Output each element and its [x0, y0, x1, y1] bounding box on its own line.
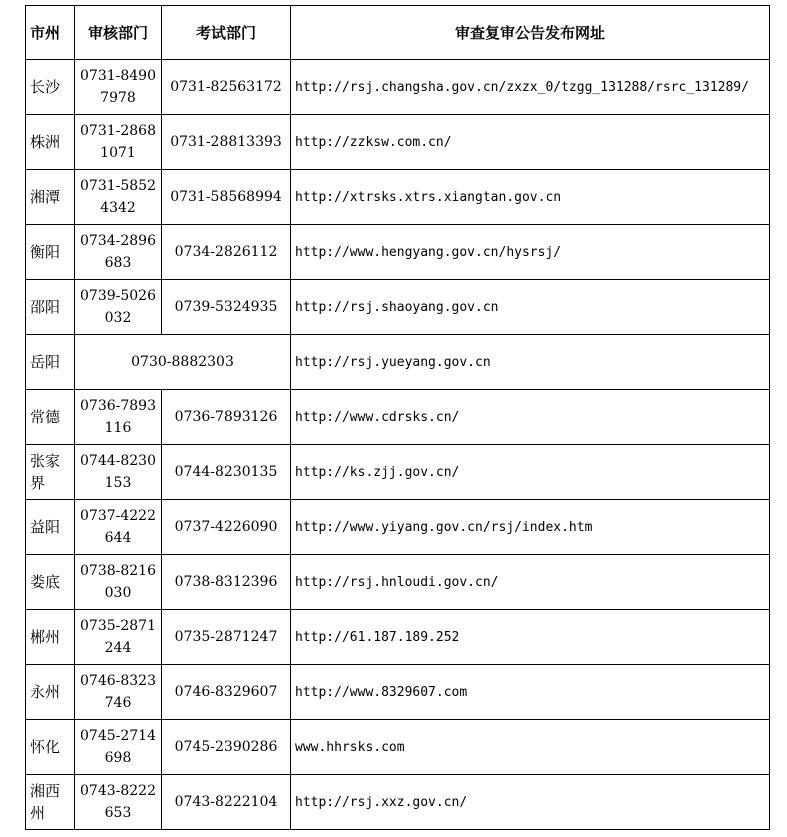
table-row — [26, 775, 770, 830]
review-phone-cell: 0731-58524342 — [75, 170, 162, 225]
table-row — [26, 170, 770, 225]
header-city: 市州 — [26, 6, 75, 60]
table-body — [26, 60, 770, 830]
review-phone-cell: 0734-2896683 — [75, 225, 162, 280]
exam-phone-cell: 0739-5324935 — [162, 280, 291, 335]
table-row — [26, 280, 770, 335]
url-cell[interactable]: http://rsj.changsha.gov.cn/zxzx_0/tzgg_131288/rsrc_131289/ — [291, 60, 770, 115]
city-cell: 常德 — [26, 390, 75, 445]
city-cell: 娄底 — [26, 555, 75, 610]
merged-phone-cell: 0730-8882303 — [75, 335, 291, 390]
city-cell: 株洲 — [26, 115, 75, 170]
exam-phone-cell: 0731-28813393 — [162, 115, 291, 170]
review-phone-cell: 0743-8222653 — [75, 775, 162, 830]
table-row — [26, 720, 770, 775]
url-cell[interactable]: http://rsj.shaoyang.gov.cn — [291, 280, 770, 335]
review-phone-cell: 0745-2714698 — [75, 720, 162, 775]
url-cell[interactable]: http://rsj.yueyang.gov.cn — [291, 335, 770, 390]
header-review-dept: 审核部门 — [75, 6, 162, 60]
table-row — [26, 335, 770, 390]
review-phone-cell: 0736-7893116 — [75, 390, 162, 445]
city-cell: 岳阳 — [26, 335, 75, 390]
exam-phone-cell: 0738-8312396 — [162, 555, 291, 610]
table-row — [26, 665, 770, 720]
review-phone-cell: 0744-8230153 — [75, 445, 162, 500]
review-phone-cell: 0731-84907978 — [75, 60, 162, 115]
url-cell[interactable]: http://xtrsks.xtrs.xiangtan.gov.cn — [291, 170, 770, 225]
exam-phone-cell: 0743-8222104 — [162, 775, 291, 830]
review-phone-cell: 0737-4222644 — [75, 500, 162, 555]
city-cell: 益阳 — [26, 500, 75, 555]
city-cell: 永州 — [26, 665, 75, 720]
table-header-row — [26, 6, 770, 60]
city-cell: 郴州 — [26, 610, 75, 665]
url-cell[interactable]: http://www.8329607.com — [291, 665, 770, 720]
url-cell[interactable]: http://www.yiyang.gov.cn/rsj/index.htm — [291, 500, 770, 555]
review-phone-cell: 0731-28681071 — [75, 115, 162, 170]
exam-phone-cell: 0745-2390286 — [162, 720, 291, 775]
table-row — [26, 500, 770, 555]
url-cell[interactable]: http://www.cdrsks.cn/ — [291, 390, 770, 445]
table-row — [26, 115, 770, 170]
table-row — [26, 555, 770, 610]
url-cell[interactable]: www.hhrsks.com — [291, 720, 770, 775]
exam-phone-cell: 0734-2826112 — [162, 225, 291, 280]
exam-phone-cell: 0731-58568994 — [162, 170, 291, 225]
url-cell[interactable]: http://zzksw.com.cn/ — [291, 115, 770, 170]
header-exam-dept: 考试部门 — [162, 6, 291, 60]
table-row — [26, 60, 770, 115]
review-phone-cell: 0735-2871244 — [75, 610, 162, 665]
table-row — [26, 445, 770, 500]
url-cell[interactable]: http://rsj.xxz.gov.cn/ — [291, 775, 770, 830]
review-phone-cell: 0746-8323746 — [75, 665, 162, 720]
city-cell: 湘潭 — [26, 170, 75, 225]
review-phone-cell: 0738-8216030 — [75, 555, 162, 610]
table-row — [26, 225, 770, 280]
exam-phone-cell: 0746-8329607 — [162, 665, 291, 720]
header-url: 审查复审公告发布网址 — [291, 6, 770, 60]
city-cell: 怀化 — [26, 720, 75, 775]
city-cell: 湘西州 — [26, 775, 75, 830]
url-cell[interactable]: http://61.187.189.252 — [291, 610, 770, 665]
url-cell[interactable]: http://www.hengyang.gov.cn/hysrsj/ — [291, 225, 770, 280]
url-cell[interactable]: http://ks.zjj.gov.cn/ — [291, 445, 770, 500]
contact-table — [25, 5, 770, 830]
table-row — [26, 610, 770, 665]
exam-phone-cell: 0735-2871247 — [162, 610, 291, 665]
exam-phone-cell: 0744-8230135 — [162, 445, 291, 500]
url-cell[interactable]: http://rsj.hnloudi.gov.cn/ — [291, 555, 770, 610]
city-cell: 长沙 — [26, 60, 75, 115]
table-row — [26, 390, 770, 445]
exam-phone-cell: 0737-4226090 — [162, 500, 291, 555]
exam-phone-cell: 0736-7893126 — [162, 390, 291, 445]
city-cell: 张家界 — [26, 445, 75, 500]
review-phone-cell: 0739-5026032 — [75, 280, 162, 335]
city-cell: 衡阳 — [26, 225, 75, 280]
city-cell: 邵阳 — [26, 280, 75, 335]
exam-phone-cell: 0731-82563172 — [162, 60, 291, 115]
